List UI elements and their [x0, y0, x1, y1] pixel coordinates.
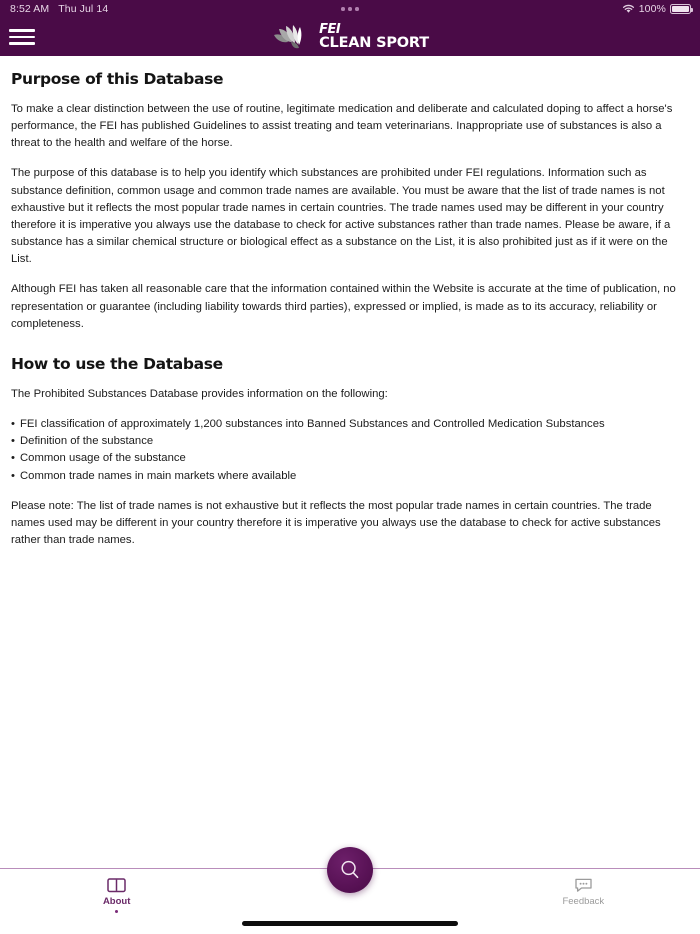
purpose-paragraph-3: Although FEI has taken all reasonable care that the information contained within the Website is accurate at the time of publication, no representation or guarantee (including liability towards third parties), expressed or implied, is made as to its accuracy, reliability or completeness.	[11, 283, 676, 330]
list-item: • FEI classification of approximately 1,200 substances into Banned Substances and Controlled Medication Substances	[11, 416, 684, 433]
how-to-use-section-title: How to use the Database	[11, 354, 223, 373]
brand-logo	[0, 18, 700, 56]
brand-cleansport-label: CLEAN SPORT	[319, 34, 429, 51]
home-indicator	[242, 921, 458, 926]
trade-names-note: Please note: The list of trade names is not exhaustive but it reflects the most popular trade names in certain countries. The trade names used may be different in your country therefore it is imperative you always use the database to check for active substances rather than trade names.	[11, 499, 661, 546]
status-bar-left	[0, 3, 108, 15]
how-to-use-intro: The Prohibited Substances Database provides information on the following:	[11, 387, 388, 400]
battery-percent-label: 100%	[638, 3, 666, 15]
brand-text	[319, 23, 429, 51]
tab-about-label: About	[102, 896, 131, 907]
speech-bubble-icon	[574, 877, 593, 893]
purpose-paragraph-1: To make a clear distinction between the use of routine, legitimate medication and deliberate and calculated doping to affect a horse's performance, the FEI has published Guidelines to assist treating and team veterinarians. Inappropriate use of substances is also a threat to the health and welfare of the horse.	[11, 103, 673, 150]
tab-about[interactable]	[0, 869, 233, 915]
wifi-icon	[622, 4, 635, 14]
search-fab-button[interactable]	[327, 847, 373, 893]
bottom-navigation-bar	[0, 868, 700, 934]
active-tab-indicator	[115, 910, 118, 913]
status-bar	[0, 0, 700, 18]
search-magnifier-icon	[339, 859, 361, 881]
list-item: • Definition of the substance	[11, 433, 684, 450]
tab-feedback[interactable]	[467, 869, 700, 915]
list-item: • Common trade names in main markets where available	[11, 468, 684, 485]
status-date: Thu Jul 14	[58, 3, 109, 15]
battery-full-icon	[670, 4, 691, 14]
main-content	[0, 56, 700, 868]
list-item: • Common usage of the substance	[11, 450, 684, 467]
hamburger-menu-icon[interactable]	[9, 29, 35, 45]
three-dots-icon	[341, 7, 359, 11]
status-bar-right	[622, 0, 691, 18]
brand-fei-label: FEI	[319, 21, 341, 37]
tab-feedback-label: Feedback	[562, 896, 605, 907]
fei-feather-logo-icon	[271, 22, 313, 52]
purpose-section-title: Purpose of this Database	[11, 70, 224, 88]
status-time: 8:52 AM	[10, 3, 50, 15]
open-book-icon	[107, 877, 126, 893]
database-features-list	[11, 416, 684, 485]
purpose-paragraph-2: The purpose of this database is to help you identify which substances are prohibited under FEI regulations. Information such as substance definition, common usage and common trade names are available. You must be aware that the list of trade names is not exhaustive but it reflects the most popular trade names in certain countries. The trade names used may be different in your country therefore it is imperative you always use the database to check for active substances rather than trade names. Please be aware, if a substance has a similar chemical structure or biological effect as a substance on the List, it is also prohibited just as if it were on the List.	[11, 167, 671, 266]
app-header	[0, 18, 700, 56]
